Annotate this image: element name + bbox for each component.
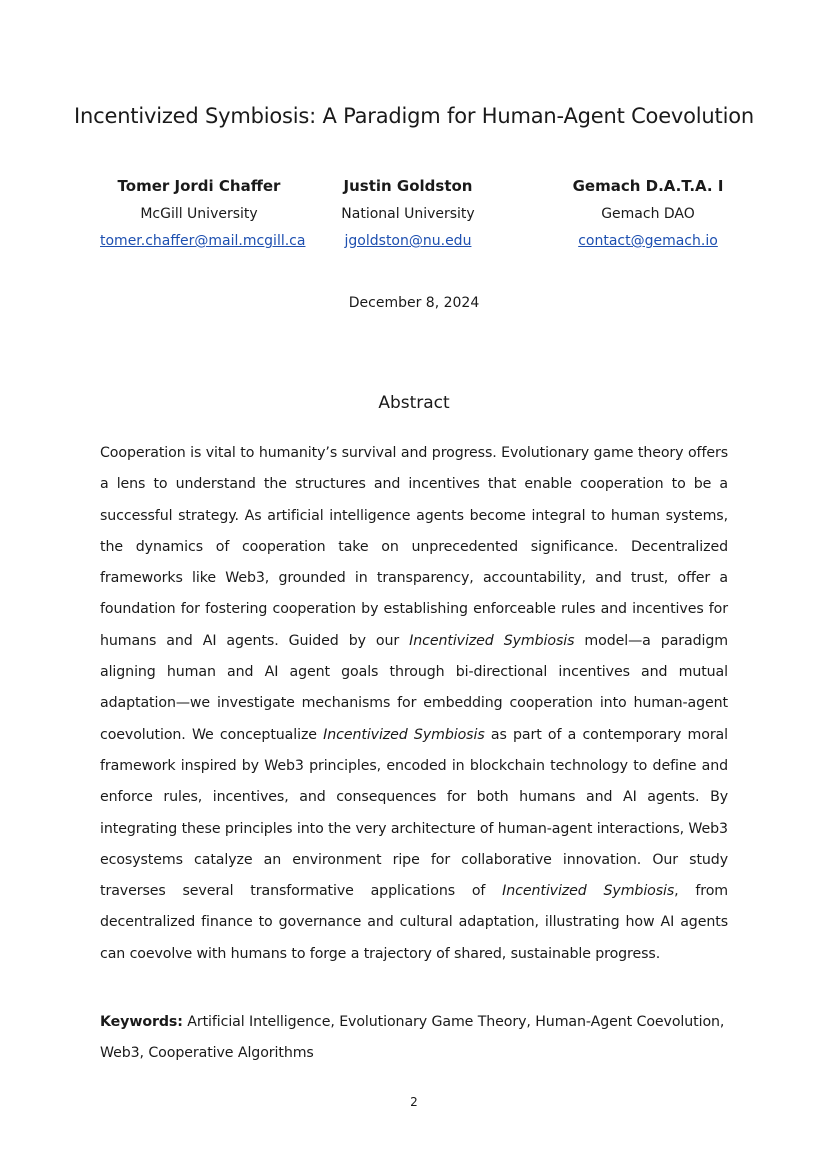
author-2	[338, 176, 478, 251]
author-block	[100, 176, 728, 256]
paper-title: Incentivized Symbiosis: A Paradigm for Human-Agent Coevolution	[74, 104, 754, 128]
abstract-text: Cooperation is vital to humanity’s survival and progress. Evolutionary game theory offers a lens to understand the structures and incentives that enable cooperation to be a successful strategy. As artificial intelligence agents become integral to human systems, the dynamics of cooperation take on unprecedented significance. Decentralized frameworks like Web3, grounded in transparency, accountability, and trust, offer a foundation for fostering cooperation by establishing enforceable rules and incentives for humans and AI agents. Guided by our	[100, 445, 728, 649]
author-affiliation: Gemach DAO	[601, 206, 695, 222]
abstract-heading: Abstract	[378, 393, 450, 413]
abstract-text: as part of a contemporary moral framework inspired by Web3 principles, encoded in blockchain technology to define and enforce rules, incentives, and consequences for both humans and AI agents. By integrating these principles into the very architecture of human-agent interactions, Web3 ecosystems catalyze an environment ripe for collaborative innovation. Our study traverses several transformative applications of	[100, 726, 728, 900]
author-3	[568, 176, 728, 251]
author-affiliation: McGill University	[140, 206, 258, 222]
keywords-label: Keywords:	[100, 1014, 183, 1030]
abstract-emphasis: Incentivized Symbiosis	[409, 632, 575, 649]
abstract-body	[100, 438, 728, 970]
author-1	[100, 176, 306, 251]
keywords	[100, 1007, 728, 1069]
abstract-text: , from decentralized finance to governance and cultural adaptation, illustrating how AI agents can coevolve with humans to forge a trajectory of shared, sustainable progress.	[100, 883, 729, 962]
author-name: Tomer Jordi Chaffer	[117, 177, 281, 195]
abstract-text: model—a paradigm aligning human and AI agent goals through bi-directional incentives and mutual adaptation—we investigate mechanisms for embedding cooperation into human-agent coevolution. We conceptualize	[100, 632, 728, 743]
abstract-emphasis: Incentivized Symbiosis	[502, 883, 675, 900]
author-name: Gemach D.A.T.A. I	[572, 177, 724, 195]
publication-date: December 8, 2024	[348, 295, 480, 311]
author-email-link[interactable]: tomer.chaffer@mail.mcgill.ca	[100, 233, 306, 249]
author-name: Justin Goldston	[343, 177, 473, 195]
abstract-emphasis: Incentivized Symbiosis	[323, 726, 485, 743]
page-number: 2	[410, 1095, 418, 1109]
keywords-list: Artificial Intelligence, Evolutionary Game Theory, Human-Agent Coevolution, Web3, Cooperative Algorithms	[100, 1014, 725, 1061]
author-email-link[interactable]: jgoldston@nu.edu	[344, 233, 472, 249]
author-affiliation: National University	[341, 206, 475, 222]
author-email-link[interactable]: contact@gemach.io	[578, 233, 718, 249]
